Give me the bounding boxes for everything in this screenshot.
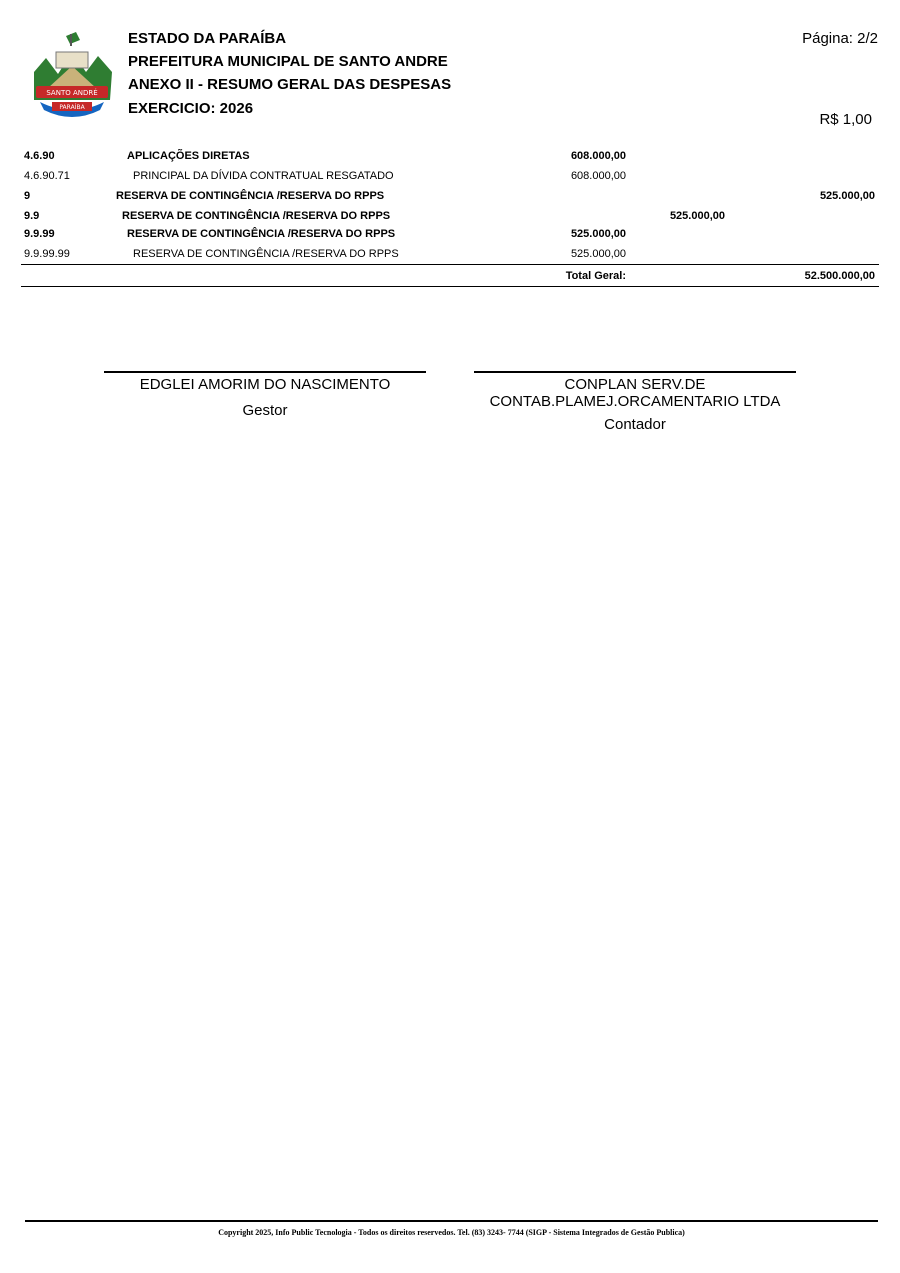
row-code: 9.9 bbox=[24, 210, 40, 222]
municipal-coat-of-arms-logo bbox=[26, 28, 118, 124]
footer-rule bbox=[25, 1220, 878, 1222]
footer-copyright: Copyright 2025, Info Public Tecnologia - Todos os direitos reservedos. Tel. (83) 3243- 7744 (SIGP - Sistema Integrados de Gestão Publica) bbox=[218, 1228, 685, 1237]
table-row bbox=[0, 248, 900, 268]
row-description: PRINCIPAL DA DÍVIDA CONTRATUAL RESGATADO bbox=[133, 170, 394, 182]
logo-text-top: SANTO ANDRÉ bbox=[46, 89, 98, 97]
row-code: 4.6.90 bbox=[24, 150, 55, 162]
header-exercise: EXERCICIO: 2026 bbox=[128, 100, 254, 117]
header-annex-title: ANEXO II - RESUMO GERAL DAS DESPESAS bbox=[128, 76, 452, 93]
row-value-col2: 525.000,00 bbox=[669, 210, 725, 222]
row-code: 9.9.99.99 bbox=[24, 248, 70, 260]
row-value-col1: 608.000,00 bbox=[570, 150, 626, 162]
signature-role-gestor: Gestor bbox=[242, 402, 288, 419]
signature-name-gestor: EDGLEI AMORIM DO NASCIMENTO bbox=[139, 376, 391, 393]
table-row bbox=[0, 150, 900, 170]
row-value-col1: 525.000,00 bbox=[570, 228, 626, 240]
signature-line-contador bbox=[474, 371, 796, 373]
page-number: Página: 2/2 bbox=[802, 30, 878, 47]
row-description: RESERVA DE CONTINGÊNCIA /RESERVA DO RPPS bbox=[122, 210, 391, 222]
row-description: APLICAÇÕES DIRETAS bbox=[127, 150, 250, 162]
signature-line-gestor bbox=[104, 371, 426, 373]
row-description: RESERVA DE CONTINGÊNCIA /RESERVA DO RPPS bbox=[133, 248, 399, 260]
row-value-col1: 525.000,00 bbox=[570, 248, 626, 260]
signature-role-contador: Contador bbox=[604, 416, 666, 433]
header-prefeitura: PREFEITURA MUNICIPAL DE SANTO ANDRE bbox=[128, 53, 448, 70]
table-row bbox=[0, 170, 900, 190]
row-code: 9 bbox=[24, 190, 31, 202]
signature-name-contador: CONPLAN SERV.DE CONTAB.PLAMEJ.ORCAMENTARIO LTDA bbox=[489, 376, 781, 410]
row-code: 9.9.99 bbox=[24, 228, 55, 240]
table-row bbox=[0, 210, 900, 230]
row-value-col1: 608.000,00 bbox=[570, 170, 626, 182]
table-divider bbox=[21, 264, 879, 265]
row-value-col3: 525.000,00 bbox=[819, 190, 875, 202]
total-row bbox=[0, 270, 900, 290]
header-state: ESTADO DA PARAÍBA bbox=[128, 30, 287, 47]
table-bottom-rule bbox=[21, 286, 879, 287]
table-row bbox=[0, 228, 900, 248]
total-label: Total Geral: bbox=[565, 270, 626, 282]
row-code: 4.6.90.71 bbox=[24, 170, 70, 182]
row-description: RESERVA DE CONTINGÊNCIA /RESERVA DO RPPS bbox=[116, 190, 385, 202]
total-value: 52.500.000,00 bbox=[804, 270, 875, 282]
logo-text-bottom: PARAÍBA bbox=[59, 104, 85, 111]
table-row bbox=[0, 190, 900, 210]
currency-unit: R$ 1,00 bbox=[819, 111, 872, 128]
row-description: RESERVA DE CONTINGÊNCIA /RESERVA DO RPPS bbox=[127, 228, 396, 240]
